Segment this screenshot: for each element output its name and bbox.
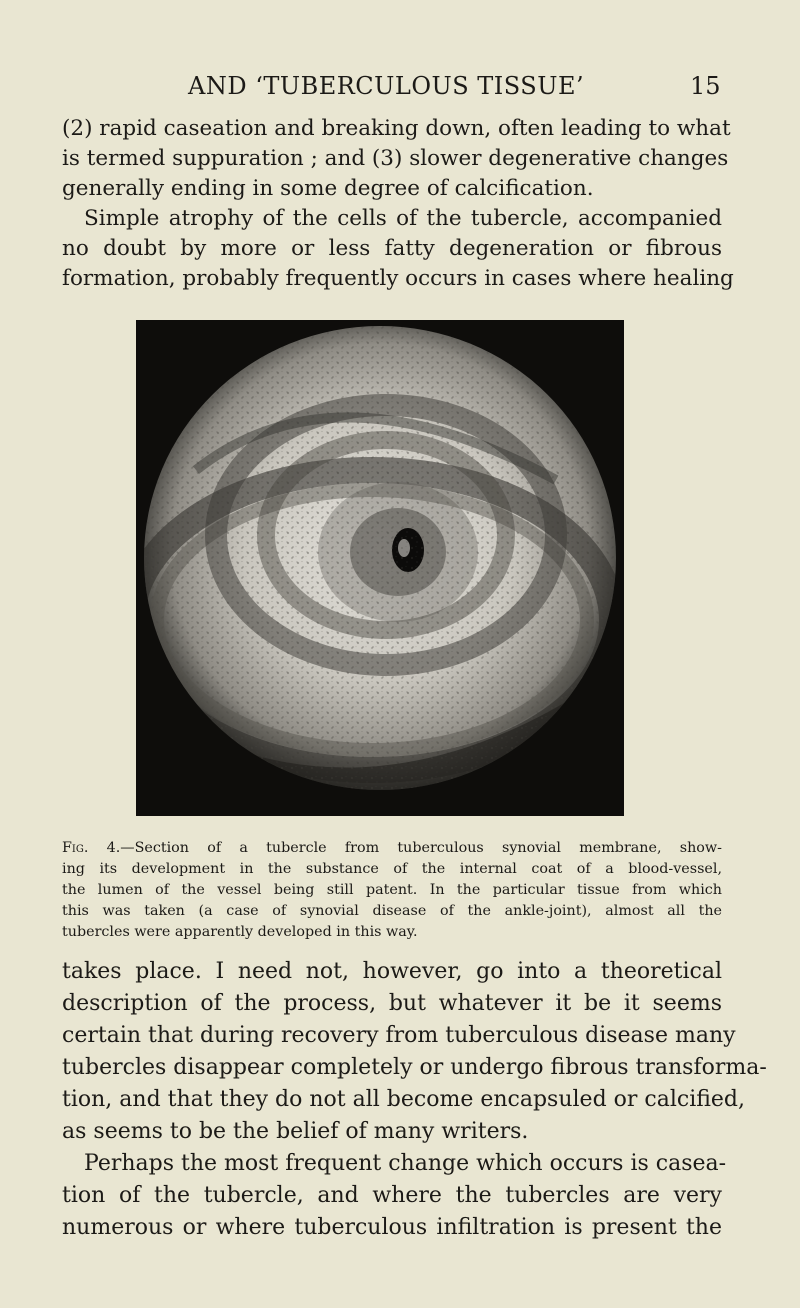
- text-line: description of the process, but whatever it be it seems: [62, 991, 722, 1016]
- running-title: AND ‘TUBERCULOUS TISSUE’: [188, 72, 585, 100]
- text-line: tion, and that they do not all become encapsuled or calcified,: [62, 1087, 745, 1112]
- text-line: certain that during recovery from tuberculous disease many: [62, 1023, 736, 1048]
- page-number: 15: [690, 72, 721, 100]
- figure-caption: [62, 838, 722, 943]
- text-line: (2) rapid caseation and breaking down, often leading to what: [62, 116, 731, 141]
- text-line: is termed suppuration ; and (3) slower degenerative changes: [62, 146, 729, 171]
- micrograph-image: [136, 320, 624, 816]
- text-line: generally ending in some degree of calcification.: [62, 176, 594, 201]
- text-line: Simple atrophy of the cells of the tubercle, accompanied: [84, 206, 722, 231]
- caption-line: the lumen of the vessel being still patent. In the particular tissue from which: [62, 882, 722, 898]
- text-line: Perhaps the most frequent change which occurs is casea-: [84, 1151, 727, 1176]
- figure-label: Fig. 4.: [62, 840, 121, 856]
- text-line: takes place. I need not, however, go into a theoretical: [62, 959, 722, 984]
- paragraph-top: [62, 114, 734, 294]
- text-line: tubercles disappear completely or undergo fibrous transforma-: [62, 1055, 767, 1080]
- text-line: formation, probably frequently occurs in cases where healing: [62, 266, 734, 291]
- caption-line: [62, 838, 722, 859]
- text-line: numerous or where tuberculous infiltration is present the: [62, 1215, 722, 1240]
- text-line: as seems to be the belief of many writers.: [62, 1119, 529, 1144]
- caption-line: this was taken (a case of synovial disease of the ankle-joint), almost all the: [62, 903, 722, 919]
- paragraph-bottom: [62, 956, 767, 1244]
- text-line: no doubt by more or less fatty degeneration or fibrous: [62, 236, 722, 261]
- caption-text: —Section of a tubercle from tuberculous synovial membrane, show-: [120, 840, 722, 856]
- running-header: [0, 66, 800, 106]
- caption-line: ing its development in the substance of the internal coat of a blood-vessel,: [62, 861, 722, 877]
- caption-line: tubercles were apparently developed in this way.: [62, 924, 418, 940]
- text-line: tion of the tubercle, and where the tubercles are very: [62, 1183, 722, 1208]
- micrograph-figure: [136, 320, 624, 816]
